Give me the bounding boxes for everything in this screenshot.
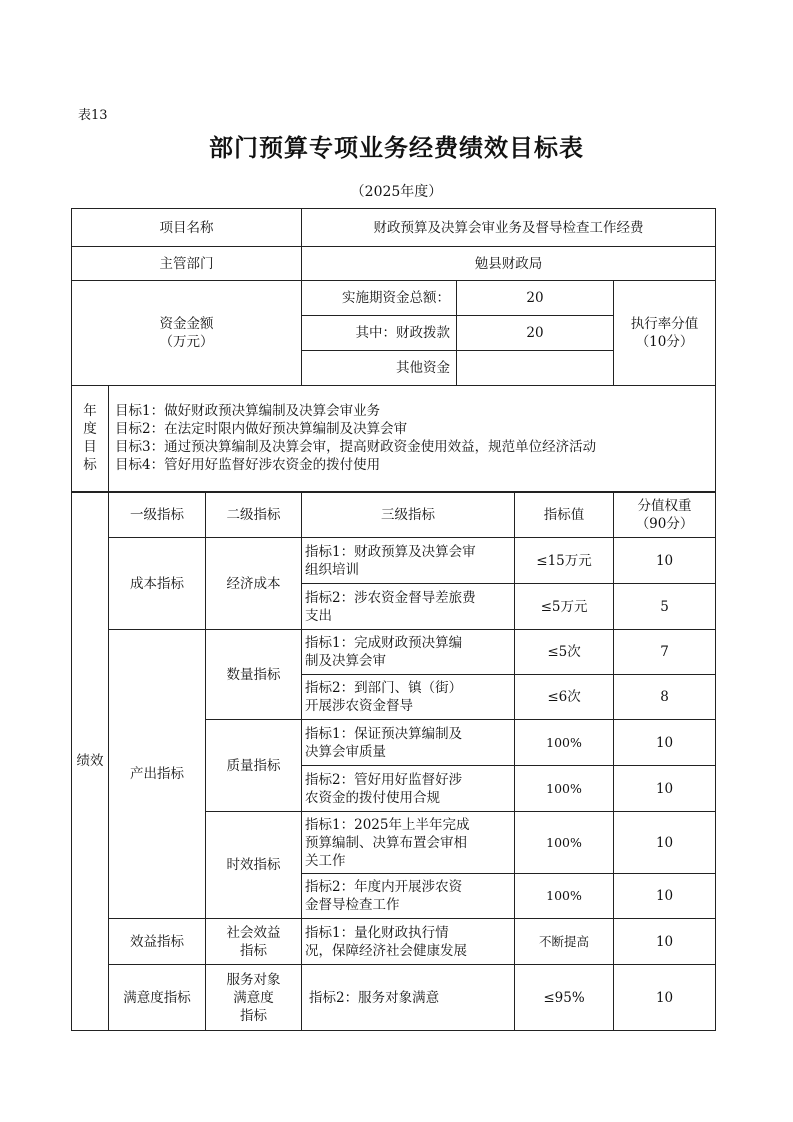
performance-target-table: [71, 208, 716, 1031]
indicator-text-line: 指标2：涉农资金督导差旅费: [305, 589, 476, 606]
header-level2: 二级指标: [206, 492, 302, 538]
quantity-indicator-1: [302, 630, 515, 675]
satisfaction-indicator-1-score: 10: [614, 965, 716, 1031]
quality-indicator-level2: 质量指标: [206, 720, 302, 812]
header-score-weight: [614, 492, 716, 538]
indicator-text-line: 农资金的拨付使用合规: [305, 789, 441, 806]
quality-indicator-2-value: 100%: [515, 766, 614, 812]
project-name-label: 项目名称: [72, 209, 302, 247]
quality-indicator-1-value: 100%: [515, 720, 614, 766]
satisfaction-level2-line1: 服务对象: [226, 971, 281, 988]
indicator-text-line: 指标1：量化财政执行情: [305, 924, 449, 941]
cost-indicator-level2: 经济成本: [206, 538, 302, 630]
goal-item: 目标4：管好用好监督好涉农资金的拨付使用: [115, 457, 381, 474]
annual-goal-list: [109, 386, 716, 492]
header-level1: 一级指标: [109, 492, 206, 538]
quantity-indicator-2: [302, 675, 515, 720]
header-indicator-value: 指标值: [515, 492, 614, 538]
funds-label-line1: 资金金额: [159, 316, 214, 332]
goal-item: 目标1：做好财政预决算编制及决算会审业务: [115, 403, 381, 420]
funds-label: [72, 281, 302, 386]
indicator-text-line: 指标1：财政预算及决算会审: [305, 543, 476, 560]
department-label: 主管部门: [72, 247, 302, 281]
satisfaction-indicator-1-value: ≤95%: [515, 965, 614, 1031]
timeliness-indicator-2-score: 10: [614, 874, 716, 919]
quantity-indicator-1-value: ≤5次: [515, 630, 614, 675]
fiscal-allocation-label: 其中：财政拨款: [302, 316, 457, 351]
quality-indicator-2: [302, 766, 515, 812]
annual-goal-label: [72, 386, 109, 492]
execution-rate-line2: （10分）: [635, 334, 694, 350]
cost-indicator-2: [302, 584, 515, 630]
quantity-indicator-level2: 数量指标: [206, 630, 302, 720]
satisfaction-indicator-level1: 满意度指标: [109, 965, 206, 1031]
execution-rate-line1: 执行率分值: [630, 316, 699, 332]
indicator-text-line: 指标1：2025年上半年完成: [305, 816, 470, 833]
indicator-text-line: 决算会审质量: [305, 743, 387, 760]
satisfaction-level2-line3: 指标: [240, 1007, 267, 1024]
fiscal-allocation-value: 20: [457, 316, 614, 351]
other-funds-label: 其他资金: [302, 351, 457, 386]
benefit-indicator-1-score: 10: [614, 919, 716, 965]
header-level3: 三级指标: [302, 492, 515, 538]
fiscal-year: （2025年度）: [350, 184, 443, 200]
indicator-text-line: 关工作: [305, 852, 346, 869]
quantity-indicator-2-value: ≤6次: [515, 675, 614, 720]
benefit-level2-line1: 社会效益: [226, 924, 281, 941]
benefit-level2-line2: 指标: [240, 942, 267, 959]
indicator-text-line: 指标2：到部门、镇（街）: [305, 680, 463, 696]
cost-indicator-1-value: ≤15万元: [515, 538, 614, 584]
other-funds-value: [457, 351, 614, 386]
execution-rate-score: [614, 281, 716, 386]
indicator-text-line: 支出: [305, 607, 333, 624]
header-weight-line1: 分值权重: [637, 497, 692, 514]
indicator-text-line: 况，保障经济社会健康发展: [305, 942, 468, 959]
annual-goal-char: 年: [83, 403, 97, 420]
timeliness-indicator-level2: 时效指标: [206, 812, 302, 919]
quantity-indicator-2-score: 8: [614, 675, 716, 720]
indicator-text-line: 组织培训: [305, 561, 360, 578]
annual-goal-char: 目: [83, 439, 97, 456]
total-funds-value: 20: [457, 281, 614, 316]
benefit-indicator-1-value: 不断提高: [515, 919, 614, 965]
indicator-text-line: 指标2：服务对象满意: [309, 989, 440, 1006]
page-title: 部门预算专项业务经费绩效目标表: [209, 133, 584, 162]
indicator-text-line: 指标1：完成财政预决算编: [305, 635, 463, 651]
annual-goal-char: 标: [83, 457, 97, 474]
quality-indicator-2-score: 10: [614, 766, 716, 812]
indicator-text-line: 指标2：管好用好监督好涉: [305, 771, 463, 788]
table-number: 表13: [78, 108, 108, 123]
benefit-indicator-1: [302, 919, 515, 965]
satisfaction-indicator-1: [302, 965, 515, 1031]
cost-indicator-1-score: 10: [614, 538, 716, 584]
output-indicator-level1: 产出指标: [109, 630, 206, 919]
total-funds-label: 实施期资金总额：: [302, 281, 457, 316]
benefit-indicator-level1: 效益指标: [109, 919, 206, 965]
indicator-text-line: 制及决算会审: [305, 653, 387, 669]
header-weight-line2: （90分）: [635, 515, 694, 532]
benefit-indicator-level2: [206, 919, 302, 965]
timeliness-indicator-1-value: 100%: [515, 812, 614, 874]
quality-indicator-1: [302, 720, 515, 766]
department-value: 勉县财政局: [302, 247, 716, 281]
quality-indicator-1-score: 10: [614, 720, 716, 766]
timeliness-indicator-2: [302, 874, 515, 919]
cost-indicator-1: [302, 538, 515, 584]
satisfaction-indicator-level2: [206, 965, 302, 1031]
goal-item: 目标2：在法定时限内做好预决算编制及决算会审: [115, 421, 408, 438]
annual-goal-char: 度: [83, 421, 97, 438]
funds-label-line2: （万元）: [159, 334, 214, 350]
cost-indicator-2-value: ≤5万元: [515, 584, 614, 630]
indicator-text-line: 指标1：保证预决算编制及: [305, 725, 463, 742]
timeliness-indicator-1: [302, 812, 515, 874]
project-name-value: 财政预算及决算会审业务及督导检查工作经费: [302, 209, 716, 247]
satisfaction-level2-line2: 满意度: [233, 989, 274, 1006]
goal-item: 目标3：通过预决算编制及决算会审，提高财政资金使用效益，规范单位经济活动: [115, 439, 597, 456]
cost-indicator-level1: 成本指标: [109, 538, 206, 630]
timeliness-indicator-2-value: 100%: [515, 874, 614, 919]
performance-label: 绩效: [72, 492, 109, 1031]
quantity-indicator-1-score: 7: [614, 630, 716, 675]
indicator-text-line: 金督导检查工作: [305, 897, 400, 913]
indicator-text-line: 开展涉农资金督导: [305, 698, 414, 714]
indicator-text-line: 预算编制、决算布置会审相: [305, 834, 468, 851]
cost-indicator-2-score: 5: [614, 584, 716, 630]
timeliness-indicator-1-score: 10: [614, 812, 716, 874]
indicator-text-line: 指标2：年度内开展涉农资: [305, 879, 463, 895]
